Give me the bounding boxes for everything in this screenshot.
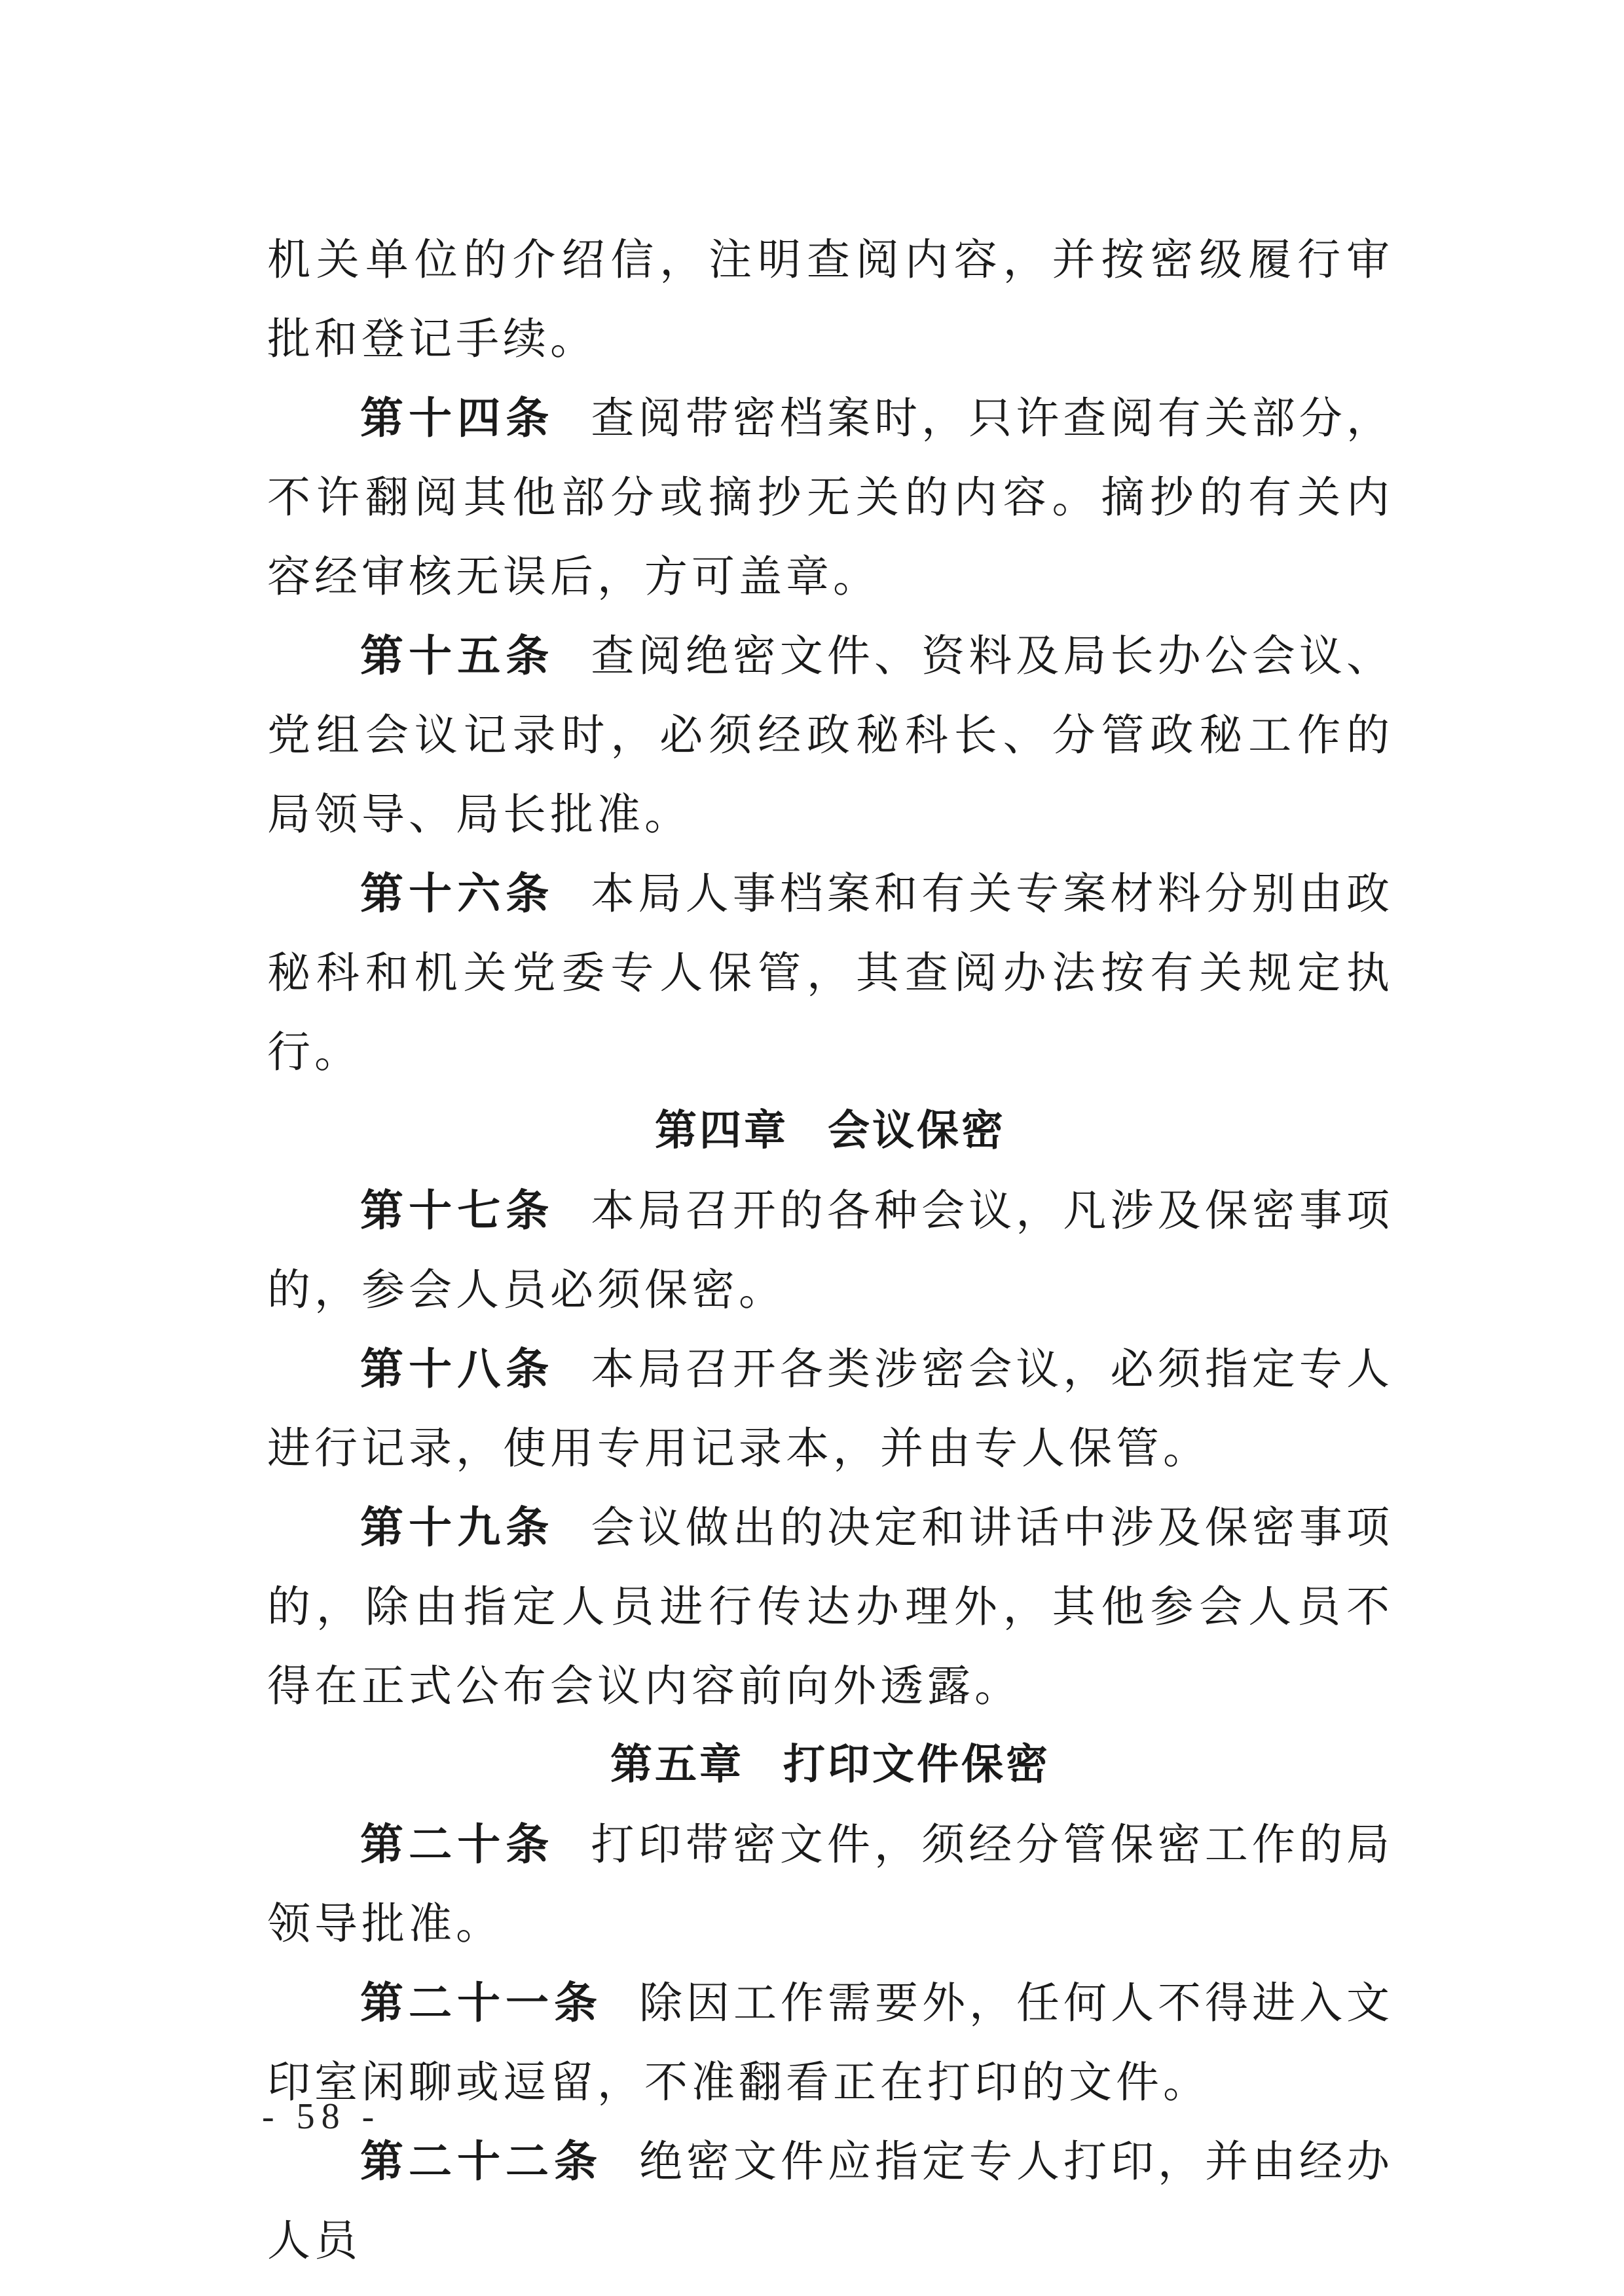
article-18: [267, 1329, 1393, 1488]
paragraph-continuation: [267, 220, 1393, 379]
article-label: 第十四条: [360, 392, 555, 443]
article-text: 本局召开的各种会议，凡涉及保密事项的，参会人员必须保密。: [267, 1185, 1394, 1315]
article-text: 绝密文件应指定专人打印，并由经办人员: [267, 2136, 1393, 2266]
article-text: 打印带密文件，须经分管保密工作的局领导批准。: [267, 1819, 1394, 1949]
article-label: 第二十一条: [360, 1977, 602, 2028]
article-text: 本局人事档案和有关专案材料分别由政秘科和机关党委专人保管，其查阅办法按有关规定执行。: [267, 868, 1394, 1077]
article-text: 除因工作需要外，任何人不得进入文印室闲聊或逗留，不准翻看正在打印的文件。: [267, 1978, 1393, 2107]
chapter-number: 第五章: [610, 1741, 744, 1789]
article-19: [267, 1488, 1393, 1726]
article-label: 第十七条: [360, 1185, 555, 1236]
article-label: 第十九条: [360, 1502, 555, 1553]
article-22: [267, 2122, 1393, 2280]
article-14: [267, 379, 1393, 616]
article-17: [267, 1171, 1393, 1329]
article-20: [267, 1805, 1393, 1963]
article-15: [267, 616, 1393, 854]
article-text: 查阅带密档案时，只许查阅有关部分，不许翻阅其他部分或摘抄无关的内容。摘抄的有关内容经审核无误后，方可盖章。: [267, 393, 1394, 602]
article-text: 查阅绝密文件、资料及局长办公会议、党组会议记录时，必须经政秘科长、分管政秘工作的局领导、局长批准。: [267, 631, 1394, 840]
chapter-title: 打印文件保密: [783, 1741, 1050, 1789]
article-label: 第十五条: [360, 630, 555, 681]
chapter-heading-5: [267, 1726, 1393, 1805]
chapter-title: 会议保密: [828, 1107, 1006, 1155]
article-16: [267, 854, 1393, 1092]
article-text: 会议做出的决定和讲话中涉及保密事项的，除由指定人员进行传达办理外，其他参会人员不得在正式公布会议内容前向外透露。: [267, 1502, 1394, 1711]
article-21: [267, 1963, 1393, 2122]
article-label: 第十六条: [360, 868, 555, 919]
paragraph-text: 机关单位的介绍信，注明查阅内容，并按密级履行审批和登记手续。: [267, 234, 1393, 364]
page-number: - 58 -: [262, 2096, 381, 2137]
article-label: 第十八条: [360, 1343, 555, 1394]
article-text: 本局召开各类涉密会议，必须指定专人进行记录，使用专用记录本，并由专人保管。: [267, 1344, 1394, 1473]
document-body: [267, 220, 1393, 2280]
article-label: 第二十条: [360, 1819, 555, 1870]
chapter-heading-4: [267, 1092, 1393, 1171]
article-label: 第二十二条: [360, 2136, 602, 2187]
chapter-number: 第四章: [655, 1107, 788, 1155]
